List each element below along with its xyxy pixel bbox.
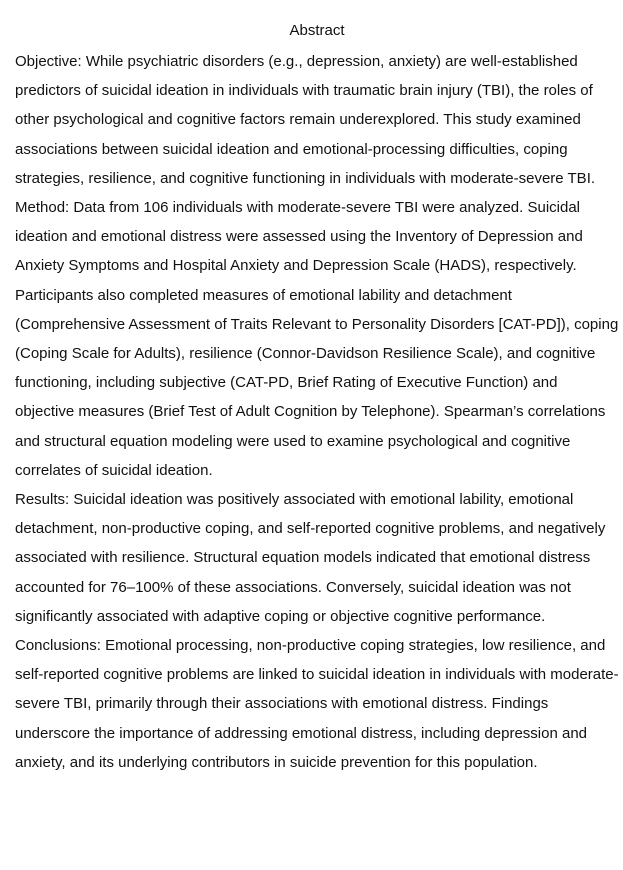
- objective-text: While psychiatric disorders (e.g., depression, anxiety) are well-established predictors of suicidal ideation in individuals with traumatic brain injury (TBI), the roles of other psychological and cognitive factors remain underexplored. This study examined associations between suicidal ideation and emotional-processing difficulties, coping strategies, resilience, and cognitive functioning in individuals with moderate-severe TBI.: [15, 53, 596, 187]
- method-paragraph: [15, 193, 619, 485]
- method-text: Data from 106 individuals with moderate-severe TBI were analyzed. Suicidal ideation and emotional distress were assessed using the Inventory of Depression and Anxiety Symptoms and Hospital Anxiety and Depression Scale (HADS), respectively. Participants also completed measures of emotional lability and detachment (Comprehensive Assessment of Traits Relevant to Personality Disorders [CAT-PD]), coping (Coping Scale for Adults), resilience (Connor-Davidson Resilience Scale), and cognitive functioning, including subjective (CAT-PD, Brief Rating of Executive Function) and objective measures (Brief Test of Adult Cognition by Telephone). Spearman’s correlations and structural equation modeling were used to examine psychological and cognitive correlates of suicidal ideation.: [15, 199, 619, 479]
- objective-label: Objective:: [15, 53, 82, 70]
- conclusions-paragraph: [15, 631, 619, 777]
- results-paragraph: [15, 485, 619, 631]
- method-label: Method:: [15, 199, 70, 217]
- conclusions-text: Emotional processing, non-productive coping strategies, low resilience, and self-reported cognitive problems are linked to suicidal ideation in individuals with moderate-severe TBI, primarily through their associations with emotional distress. Findings underscore the importance of addressing emotional distress, including depression and anxiety, and its underlying contributors in suicide prevention for this population.: [15, 637, 619, 771]
- conclusions-label: Conclusions:: [15, 637, 101, 655]
- objective-paragraph: [15, 47, 619, 193]
- results-label: Results:: [15, 491, 70, 509]
- results-text: Suicidal ideation was positively associated with emotional lability, emotional detachment, non-productive coping, and self-reported cognitive problems, and negatively associated with resilience. Structural equation models indicated that emotional distress accounted for 76–100% of these associations. Conversely, suicidal ideation was not significantly associated with adaptive coping or objective cognitive performance.: [15, 491, 606, 625]
- abstract-title: Abstract: [289, 22, 345, 39]
- abstract-page: [15, 18, 619, 777]
